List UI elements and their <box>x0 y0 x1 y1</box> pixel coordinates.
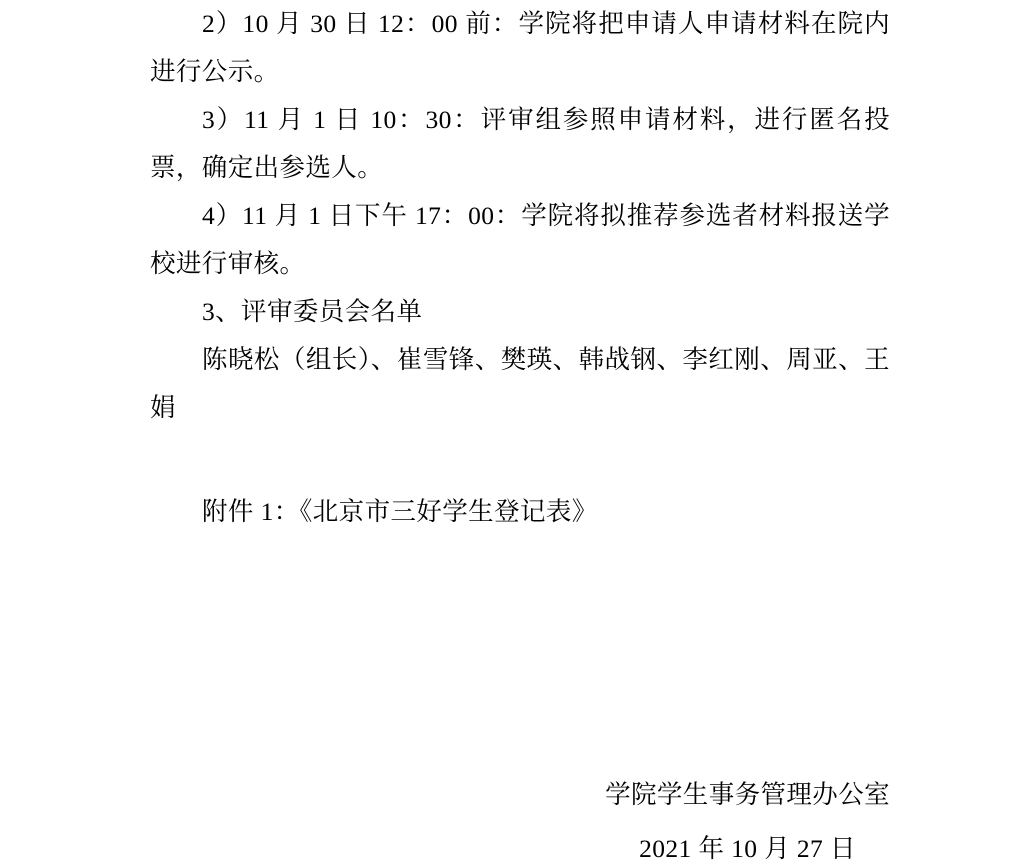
signature-block <box>605 768 890 862</box>
paragraph-committee-members: 陈晓松（组长）、崔雪锋、樊瑛、韩战钢、李红刚、周亚、王娟 <box>150 345 890 422</box>
heading-review-committee: 3、评审委员会名单 <box>202 297 423 326</box>
signature-date: 2021 年 10 月 27 日 <box>639 834 856 862</box>
paragraph-attachment-1: 附件 1：《北京市三好学生登记表》 <box>202 497 598 526</box>
signature-department: 学院学生事务管理办公室 <box>605 780 890 809</box>
paragraph-schedule-item-4: 4）11 月 1 日下午 17：00：学院将拟推荐参选者材料报送学校进行审核。 <box>150 201 890 278</box>
document-body <box>150 0 890 536</box>
paragraph-schedule-item-3: 3）11 月 1 日 10：30：评审组参照申请材料，进行匿名投票，确定出参选人。 <box>150 105 890 182</box>
paragraph-spacer <box>150 432 890 488</box>
paragraph-schedule-item-2: 2）10 月 30 日 12：00 前：学院将把申请人申请材料在院内进行公示。 <box>150 9 890 86</box>
